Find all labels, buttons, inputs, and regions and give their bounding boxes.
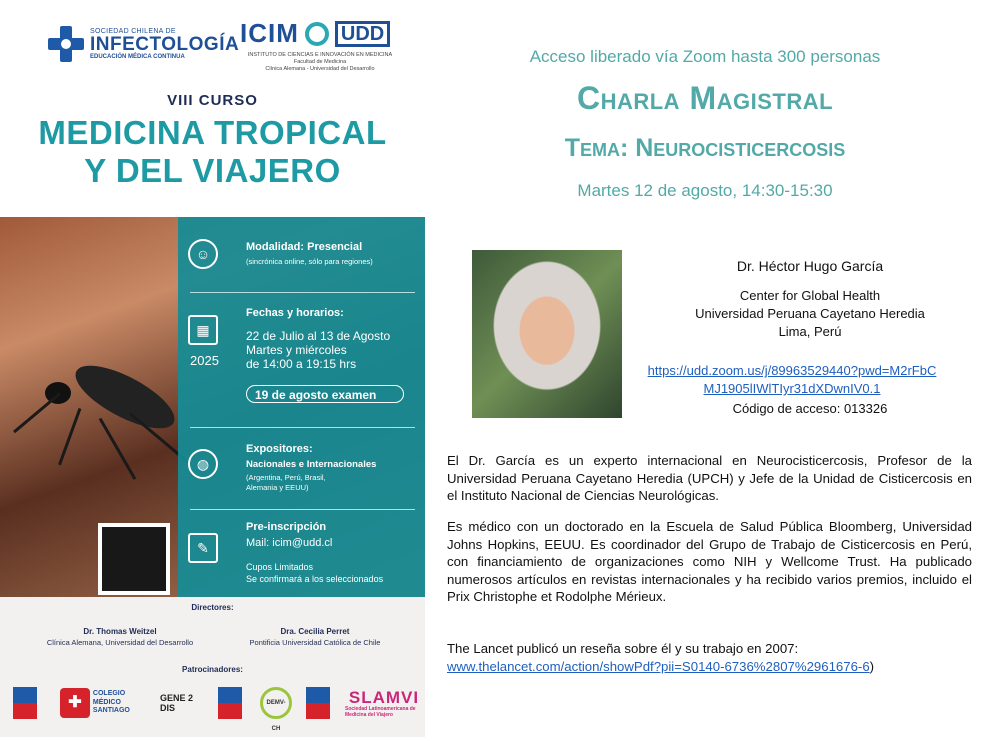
speaker-aff3: Lima, Perú xyxy=(778,324,842,339)
bio-paragraph-3: The Lancet publicó un reseña sobre él y su trabajo en 2007: xyxy=(447,641,799,656)
calendar-clock-icon: ▦ xyxy=(188,315,218,345)
fechas-label: Fechas y horarios: xyxy=(246,307,344,319)
sochinf-line3: EDUCACIÓN MÉDICA CONTINUA xyxy=(90,54,185,60)
divider xyxy=(190,509,415,510)
lancet-close: ) xyxy=(869,659,875,674)
speaker-affiliation xyxy=(640,287,980,341)
access-code: Código de acceso: 013326 xyxy=(732,401,888,416)
patrocinadores-title: Patrocinadores: xyxy=(182,665,243,674)
sochinf-line2: INFECTOLOGÍA xyxy=(90,34,240,55)
bio-paragraph-1: El Dr. García es un experto internacional en Neurocisticercosis, Profesor de la Universidad Peruana Cayetano Heredia (UPCH) y Jefe de la Unidad de Cisticercosis en el Instituto Nacional de Ciencias Neurológicas. xyxy=(447,453,972,503)
event-title: Charla Magistral xyxy=(576,80,834,116)
director2-aff: Pontificia Universidad Católica de Chile xyxy=(249,638,381,647)
event-date: Martes 12 de agosto, 14:30-15:30 xyxy=(577,181,833,200)
access-note: Acceso liberado vía Zoom hasta 300 personas xyxy=(529,47,881,66)
director1-name: Dr. Thomas Weitzel xyxy=(83,627,157,636)
fechas-line2: Martes y miércoles xyxy=(246,343,347,357)
course-year: 2025 xyxy=(190,353,219,368)
sponsor-genedis-logo: GENE 2 DIS xyxy=(160,693,194,713)
sponsor-minsal-logo xyxy=(10,687,40,719)
speaker-aff2: Universidad Peruana Cayetano Heredia xyxy=(695,306,925,321)
expositores-line1: Nacionales e Internacionales xyxy=(246,459,377,470)
cupos-line2: Se confirmará a los seleccionados xyxy=(246,574,384,584)
sponsor-slamvi-logo xyxy=(345,687,423,719)
modalidad-sub: (sincrónica online, sólo para regiones) xyxy=(246,257,373,266)
zoom-link[interactable]: https://udd.zoom.us/j/89963529440?pwd=M2rFbCMJ1905lIWlTIyr31dXDwnIV0.1 xyxy=(647,363,937,396)
mosquito-leg xyxy=(99,418,137,480)
icim-sub1: INSTITUTO DE CIENCIAS E INNOVACIÓN EN MEDICINA xyxy=(247,52,393,58)
sponsor-demv-logo: DEMV-CH xyxy=(258,687,294,719)
director1-aff: Clínica Alemana, Universidad del Desarrollo xyxy=(46,638,194,647)
form-icon: ✎ xyxy=(188,533,218,563)
qr-pattern xyxy=(102,527,166,591)
course-title xyxy=(0,114,425,190)
globe-icon: ◍ xyxy=(188,449,218,479)
course-title-line2: Y DEL VIAJERO xyxy=(84,152,341,189)
speaker-name: Dr. Héctor Hugo García xyxy=(736,258,884,274)
mosquito-proboscis xyxy=(13,392,61,433)
sponsor-colegio-medico-logo xyxy=(60,687,155,719)
divider xyxy=(190,427,415,428)
sponsor-minsal-logo-2 xyxy=(215,687,245,719)
icim-sub2: Facultad de Medicina xyxy=(293,58,347,65)
mosquito-body xyxy=(67,354,183,441)
udd-word: UDD xyxy=(335,21,390,47)
exam-date-pill: 19 de agosto examen xyxy=(246,385,404,403)
colegio-line1: COLEGIO MÉDICO xyxy=(92,690,126,706)
mosquito-leg xyxy=(58,408,81,465)
directors-sponsors xyxy=(0,597,425,737)
event-details xyxy=(425,0,985,737)
preinscripcion-label: Pre-inscripción xyxy=(246,521,327,533)
cross-icon: ✚ xyxy=(60,688,90,718)
fechas-line3: de 14:00 a 19:15 hrs xyxy=(246,357,357,371)
poster-logos xyxy=(0,12,425,82)
slamvi-sub: Sociedad Latinoamericana de Medicina del Viajero xyxy=(345,705,416,718)
icim-udd-logo xyxy=(240,18,400,73)
expositores-label: Expositores: xyxy=(246,443,313,455)
icim-sub3: Clínica Alemana - Universidad del Desarrollo xyxy=(265,65,375,72)
lancet-reference xyxy=(447,658,972,676)
preinscripcion-mail: Mail: icim@udd.cl xyxy=(246,537,333,549)
medical-cross-icon xyxy=(48,26,84,62)
sponsor-minsal-logo-3 xyxy=(303,687,333,719)
course-info-box xyxy=(178,217,425,597)
directores-title: Directores: xyxy=(191,603,234,612)
fechas-line1: 22 de Julio al 13 de Agosto xyxy=(246,329,391,343)
speaker-photo xyxy=(472,250,622,418)
bio-paragraph-2: Es médico con un doctorado en la Escuela de Salud Pública Bloomberg, Universidad Johns Hopkins, EEUU. Es coordinador del Grupo de Trabajo de Cisticercosis en Perú, con financiamiento de organizaciones como NIH y Wellcome Trust. Ha publicado numerosos artículos en revistas internacionales y ha recibido varios premios, incluido el Prix Christophe et Rodolphe Mérieux. xyxy=(447,519,972,604)
person-icon: ☺ xyxy=(188,239,218,269)
director2-name: Dra. Cecilia Perret xyxy=(280,627,350,636)
slamvi-word: SLAMVI xyxy=(348,687,420,707)
icim-word: ICIM xyxy=(240,18,299,48)
event-topic: Tema: Neurocisticercosis xyxy=(564,134,846,162)
course-edition: VIII CURSO xyxy=(167,92,258,109)
sochinf-logo xyxy=(48,26,239,62)
expositores-line3: Alemania y EEUU) xyxy=(246,483,309,492)
colegio-line2: SANTIAGO xyxy=(92,707,130,715)
cupos-line1: Cupos Limitados xyxy=(246,562,314,572)
mosquito-photo-panel xyxy=(0,217,425,597)
sochinf-line1: SOCIEDAD CHILENA DE xyxy=(90,28,176,35)
lancet-link[interactable]: www.thelancet.com/action/showPdf?pii=S0140-6736%2807%2961676-6 xyxy=(447,659,870,674)
knot-icon xyxy=(305,22,329,46)
course-title-line1: MEDICINA TROPICAL xyxy=(38,114,387,151)
qr-code[interactable] xyxy=(98,523,170,595)
modalidad-label: Modalidad: Presencial xyxy=(246,241,363,253)
speaker-aff1: Center for Global Health xyxy=(739,288,881,303)
divider xyxy=(190,292,415,293)
course-poster xyxy=(0,0,425,737)
expositores-line2: (Argentina, Perú, Brasil, xyxy=(246,473,326,482)
